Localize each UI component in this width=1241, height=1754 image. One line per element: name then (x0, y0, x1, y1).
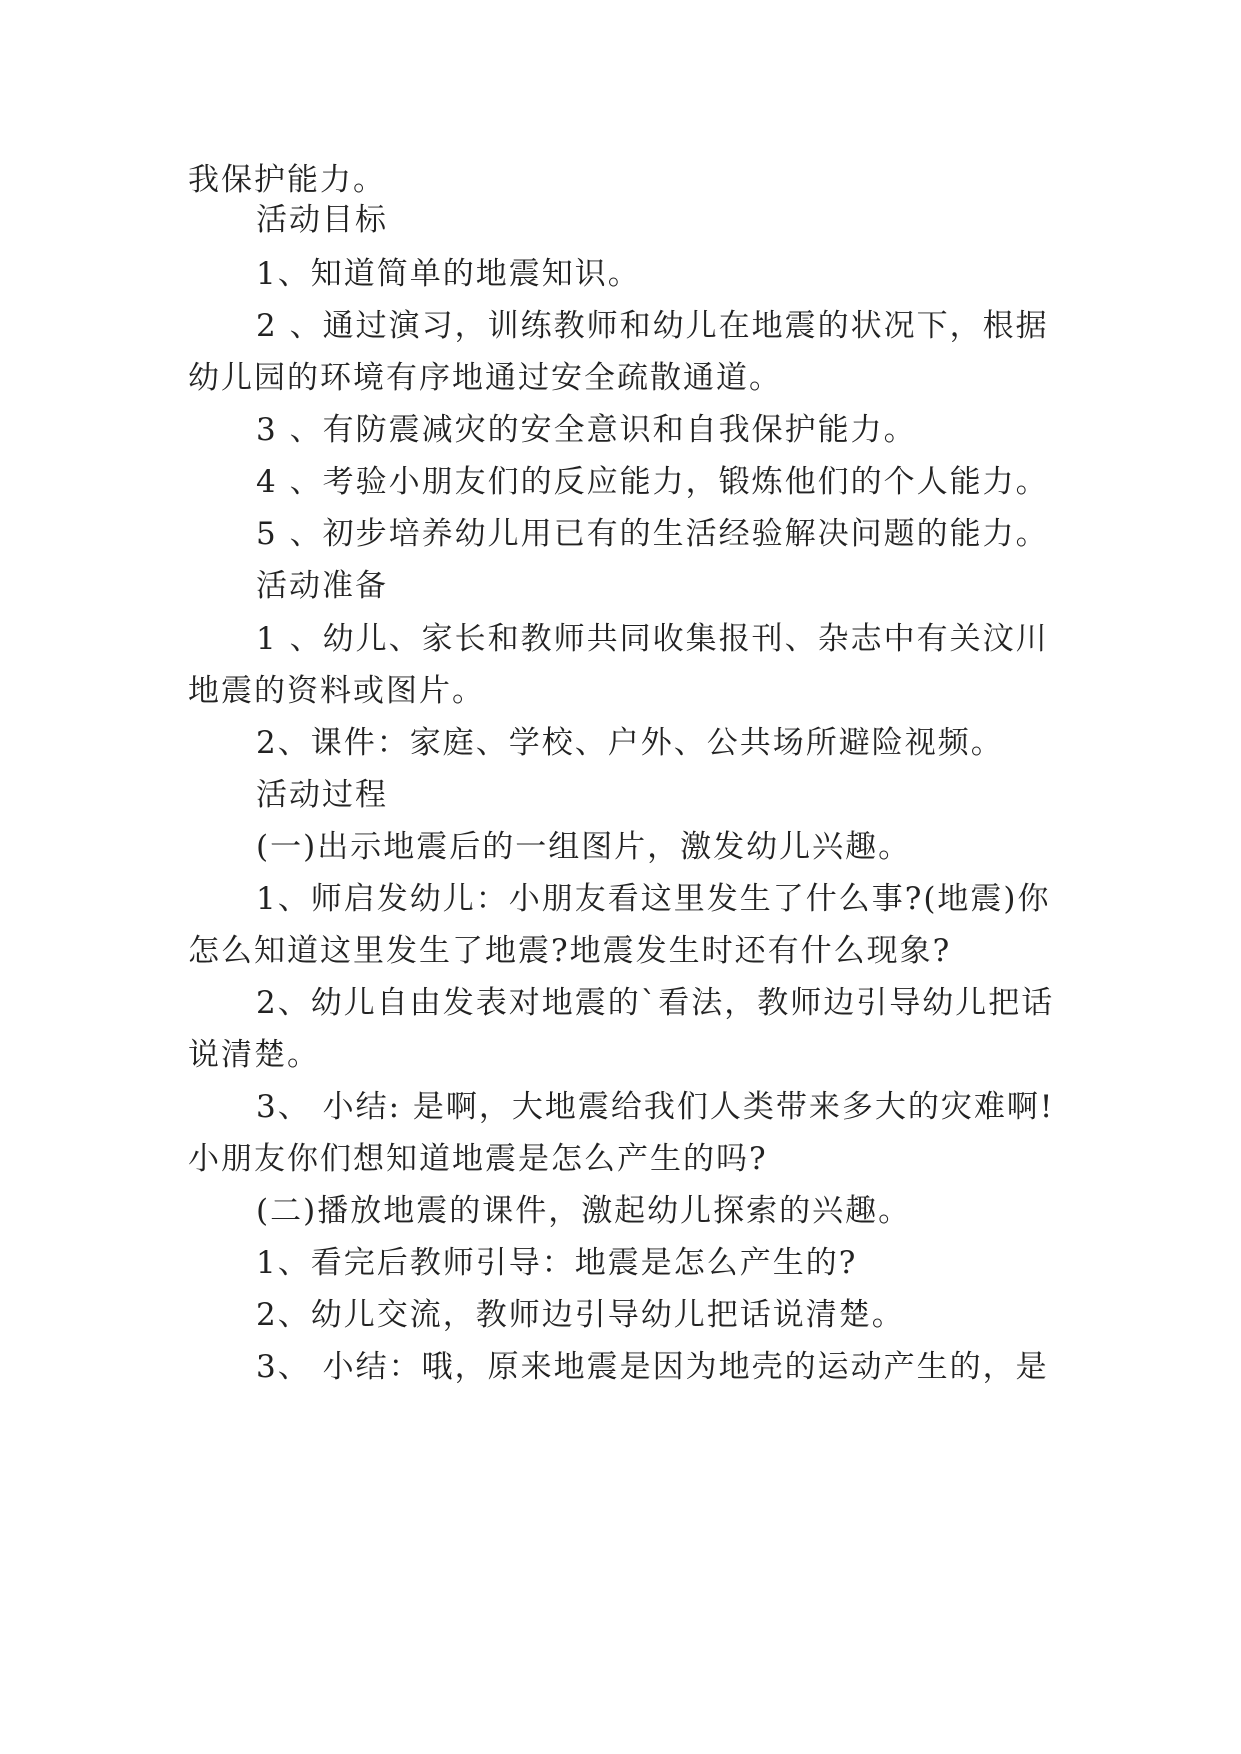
paragraph-line: 我保护能力。 (188, 162, 386, 198)
paragraph-line: 2、课件：家庭、学校、户外、公共场所避险视频。 (256, 725, 1004, 761)
paragraph-line: 地震的资料或图片。 (188, 673, 485, 709)
section-heading: 活动准备 (256, 568, 388, 604)
paragraph-line: 1 、幼儿、家长和教师共同收集报刊、杂志中有关汶川 (256, 621, 1049, 657)
paragraph-line: 2 、通过演习，训练教师和幼儿在地震的状况下，根据 (256, 308, 1049, 344)
paragraph-line: 幼儿园的环境有序地通过安全疏散通道。 (188, 360, 782, 396)
paragraph-line: 说清楚。 (188, 1037, 320, 1073)
paragraph-line: 3、 小结：哦，原来地震是因为地壳的运动产生的，是 (256, 1349, 1049, 1385)
paragraph-line: 3 、有防震减灾的安全意识和自我保护能力。 (256, 412, 917, 448)
paragraph-line: 1、师启发幼儿：小朋友看这里发生了什么事?(地震)你 (256, 881, 1051, 917)
paragraph-line: 1、看完后教师引导：地震是怎么产生的? (256, 1245, 858, 1281)
paragraph-line: 1、知道简单的地震知识。 (256, 256, 641, 292)
paragraph-line: 2、幼儿交流，教师边引导幼儿把话说清楚。 (256, 1297, 905, 1333)
section-heading: 活动过程 (256, 777, 388, 813)
paragraph-line: (二)播放地震的课件，激起幼儿探索的兴趣。 (256, 1193, 912, 1229)
paragraph-line: (一)出示地震后的一组图片，激发幼儿兴趣。 (256, 829, 912, 865)
paragraph-line: 3、 小结: 是啊，大地震给我们人类带来多大的灾难啊! (256, 1089, 1055, 1125)
paragraph-line: 4 、考验小朋友们的反应能力，锻炼他们的个人能力。 (256, 464, 1049, 500)
paragraph-line: 2、幼儿自由发表对地震的`看法，教师边引导幼儿把话 (256, 985, 1055, 1021)
paragraph-line: 5 、初步培养幼儿用已有的生活经验解决问题的能力。 (256, 516, 1049, 552)
section-heading: 活动目标 (256, 202, 388, 238)
paragraph-line: 怎么知道这里发生了地震?地震发生时还有什么现象? (188, 933, 952, 969)
paragraph-line: 小朋友你们想知道地震是怎么产生的吗? (188, 1141, 768, 1177)
